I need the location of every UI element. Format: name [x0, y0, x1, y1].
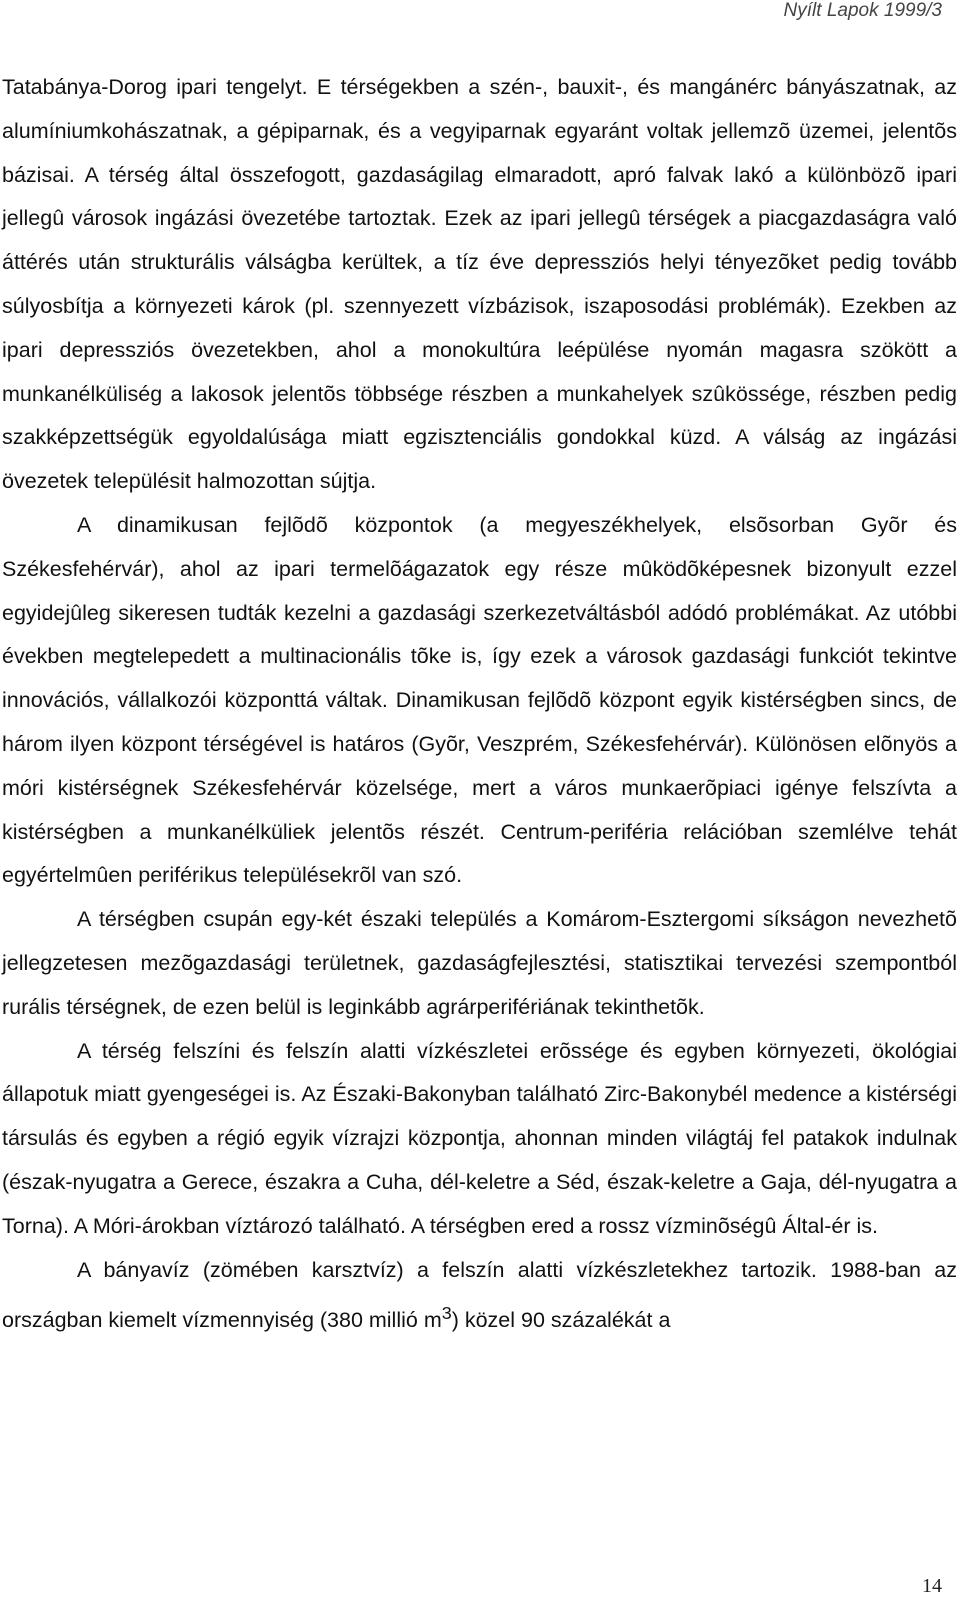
- paragraph-5: [2, 1249, 957, 1344]
- paragraph-1: Tatabánya-Dorog ipari tengelyt. E térségekben a szén-, bauxit-, és mangánérc bányászatnak, az alumíniumkohászatnak, a gépiparnak, és a vegyiparnak egyaránt voltak jellemzõ üzemei, jelentõs bázisai. A térség által összefogott, gazdaságilag elmaradott, apró falvak lakó a különbözõ ipari jellegû városok ingázási övezetébe tartoztak. Ezek az ipari jellegû térségek a piacgazdaságra való áttérés után strukturális válságba kerültek, a tíz éve depressziós helyi tényezõket pedig tovább súlyosbítja a környezeti károk (pl. szennyezett vízbázisok, iszaposodási problémák). Ezekben az ipari depressziós övezetekben, ahol a monokultúra leépülése nyomán magasra szökött a munkanélküliség a lakosok jelentõs többsége részben a munkahelyek szûkössége, részben pedig szakképzettségük egyoldalúsága miatt egzisztenciális gondokkal küzd. A válság az ingázási övezetek településit halmozottan sújtja.: [2, 75, 957, 494]
- running-header: Nyílt Lapok 1999/3: [783, 0, 942, 21]
- page-number: 14: [922, 1575, 942, 1597]
- unit-superscript: 3: [441, 1303, 452, 1324]
- paragraph-2: A dinamikusan fejlõdõ központok (a megyeszékhelyek, elsõsorban Gyõr és Székesfehérvár), ahol az ipari termelõágazatok egy része mûködõképesnek bizonyult ezzel egyidejûleg sikeresen tudták kezelni a gazdasági szerkezetváltásból adódó problémákat. Az utóbbi években megtelepedett a multinacionális tõke is, így ezek a városok gazdasági funkciót tekintve innovációs, vállalkozói központtá váltak. Dinamikusan fejlõdõ központ egyik kistérségben sincs, de három ilyen központ térségével is határos (Gyõr, Veszprém, Székesfehérvár). Különösen elõnyös a móri kistérségnek Székesfehérvár közelsége, mert a város munkaerõpiaci igénye felszívta a kistérségben a munkanélküliek jelentõs részét. Centrum-periféria relációban szemlélve tehát egyértelmûen periférikus településekrõl van szó.: [2, 512, 957, 888]
- document-body: [2, 66, 957, 1343]
- paragraph-4: A térség felszíni és felszín alatti vízkészletei erõssége és egyben környezeti, ökológiai állapotuk miatt gyengeségei is. Az Északi-Bakonyban található Zirc-Bakonybél medence a kistérségi társulás és egyben a régió egyik vízrajzi központja, ahonnan minden világtáj fel patakok indulnak (észak-nyugatra a Gerece, északra a Cuha, dél-keletre a Séd, észak-keletre a Gaja, dél-nyugatra a Torna). A Móri-árokban víztározó található. A térségben ered a rossz vízminõségû Által-ér is.: [2, 1038, 957, 1238]
- paragraph-5-text-start: A bányavíz (zömében karsztvíz) a felszín alatti vízkészletekhez tartozik. 1988-ban az országban kiemelt vízmennyiség (380 millió m: [2, 1257, 957, 1333]
- paragraph-5-text-end: ) közel 90 százalékát a: [451, 1308, 671, 1333]
- paragraph-3: A térségben csupán egy-két északi település a Komárom-Esztergomi síkságon nevezhetõ jellegzetesen mezõgazdasági területnek, gazdaságfejlesztési, statisztikai tervezési szempontból rurális térségnek, de ezen belül is leginkább agrárperifériának tekinthetõk.: [2, 907, 957, 1019]
